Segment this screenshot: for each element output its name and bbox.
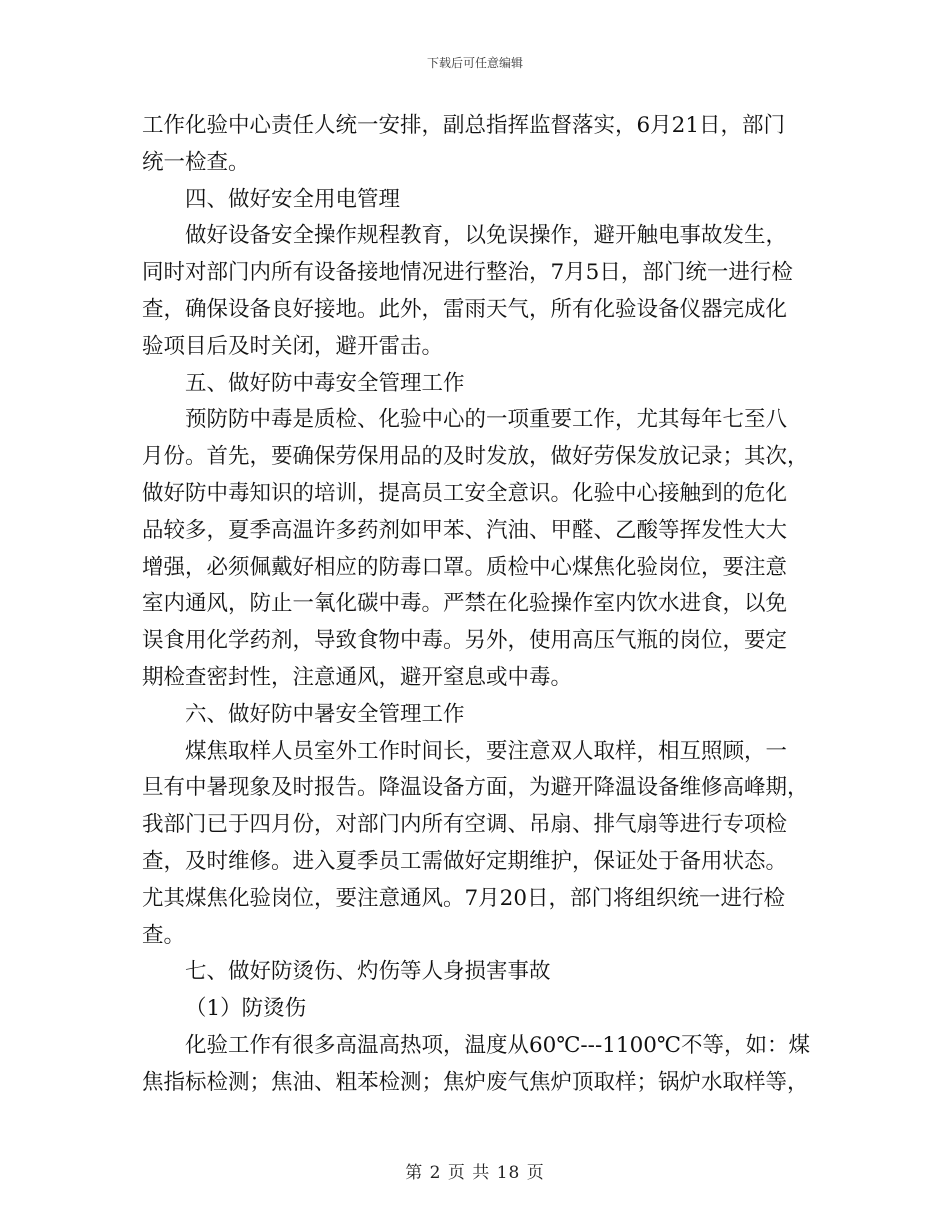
- text-line: 增强，必须佩戴好相应的防毒口罩。质检中心煤焦化验岗位，要注意: [142, 554, 788, 580]
- text-line: 误食用化学药剂，导致食物中毒。另外，使用高压气瓶的岗位，要定: [142, 628, 788, 654]
- text-line: 化验工作有很多高温高热项，温度从60℃---1100℃不等，如：煤: [185, 1032, 810, 1058]
- text-line: 查，及时维修。进入夏季员工需做好定期维护，保证处于备用状态。: [142, 848, 788, 874]
- subsection-heading: （1）防烫伤: [185, 996, 307, 1022]
- text-line: 旦有中暑现象及时报告。降温设备方面，为避开降温设备维修高峰期，: [142, 775, 809, 801]
- text-line: 同时对部门内所有设备接地情况进行整治，7月5日，部门统一进行检: [142, 260, 793, 286]
- text-line: 查。: [142, 922, 186, 948]
- section-heading: 七、做好防烫伤、灼伤等人身损害事故: [185, 959, 551, 985]
- text-line: 室内通风，防止一氧化碳中毒。严禁在化验操作室内饮水进食，以免: [142, 591, 788, 617]
- text-line: 做好防中毒知识的培训，提高员工安全意识。化验中心接触到的危化: [142, 480, 788, 506]
- section-heading: 四、做好安全用电管理: [185, 186, 401, 212]
- text-line: 我部门已于四月份，对部门内所有空调、吊扇、排气扇等进行专项检: [142, 812, 788, 838]
- text-line: 统一检查。: [142, 149, 250, 175]
- document-body: [142, 108, 808, 1102]
- text-line: 焦指标检测；焦油、粗苯检测；焦炉废气焦炉顶取样；锅炉水取样等，: [142, 1069, 809, 1095]
- page-footer: 第 2 页 共 18 页: [405, 1163, 545, 1183]
- section-heading: 五、做好防中毒安全管理工作: [185, 370, 465, 396]
- text-line: 月份。首先，要确保劳保用品的及时发放，做好劳保发放记录；其次，: [142, 444, 809, 470]
- text-line: 做好设备安全操作规程教育，以免误操作，避开触电事故发生，: [185, 223, 788, 249]
- text-line: 尤其煤焦化验岗位，要注意通风。7月20日，部门将组织统一进行检: [142, 885, 786, 911]
- text-line: 验项目后及时关闭，避开雷击。: [142, 333, 444, 359]
- text-line: 预防防中毒是质检、化验中心的一项重要工作，尤其每年七至八: [185, 407, 788, 433]
- text-line: 查，确保设备良好接地。此外，雷雨天气，所有化验设备仪器完成化: [142, 296, 788, 322]
- page-header: 下载后可任意编辑: [426, 56, 523, 70]
- text-line: 品较多，夏季高温许多药剂如甲苯、汽油、甲醛、乙酸等挥发性大大: [142, 517, 788, 543]
- section-heading: 六、做好防中暑安全管理工作: [185, 701, 465, 727]
- text-line: 期检查密封性，注意通风，避开窒息或中毒。: [142, 664, 573, 690]
- text-line: 煤焦取样人员室外工作时间长，要注意双人取样，相互照顾，一: [185, 738, 788, 764]
- text-line: 工作化验中心责任人统一安排，副总指挥监督落实，6月21日，部门: [142, 113, 786, 138]
